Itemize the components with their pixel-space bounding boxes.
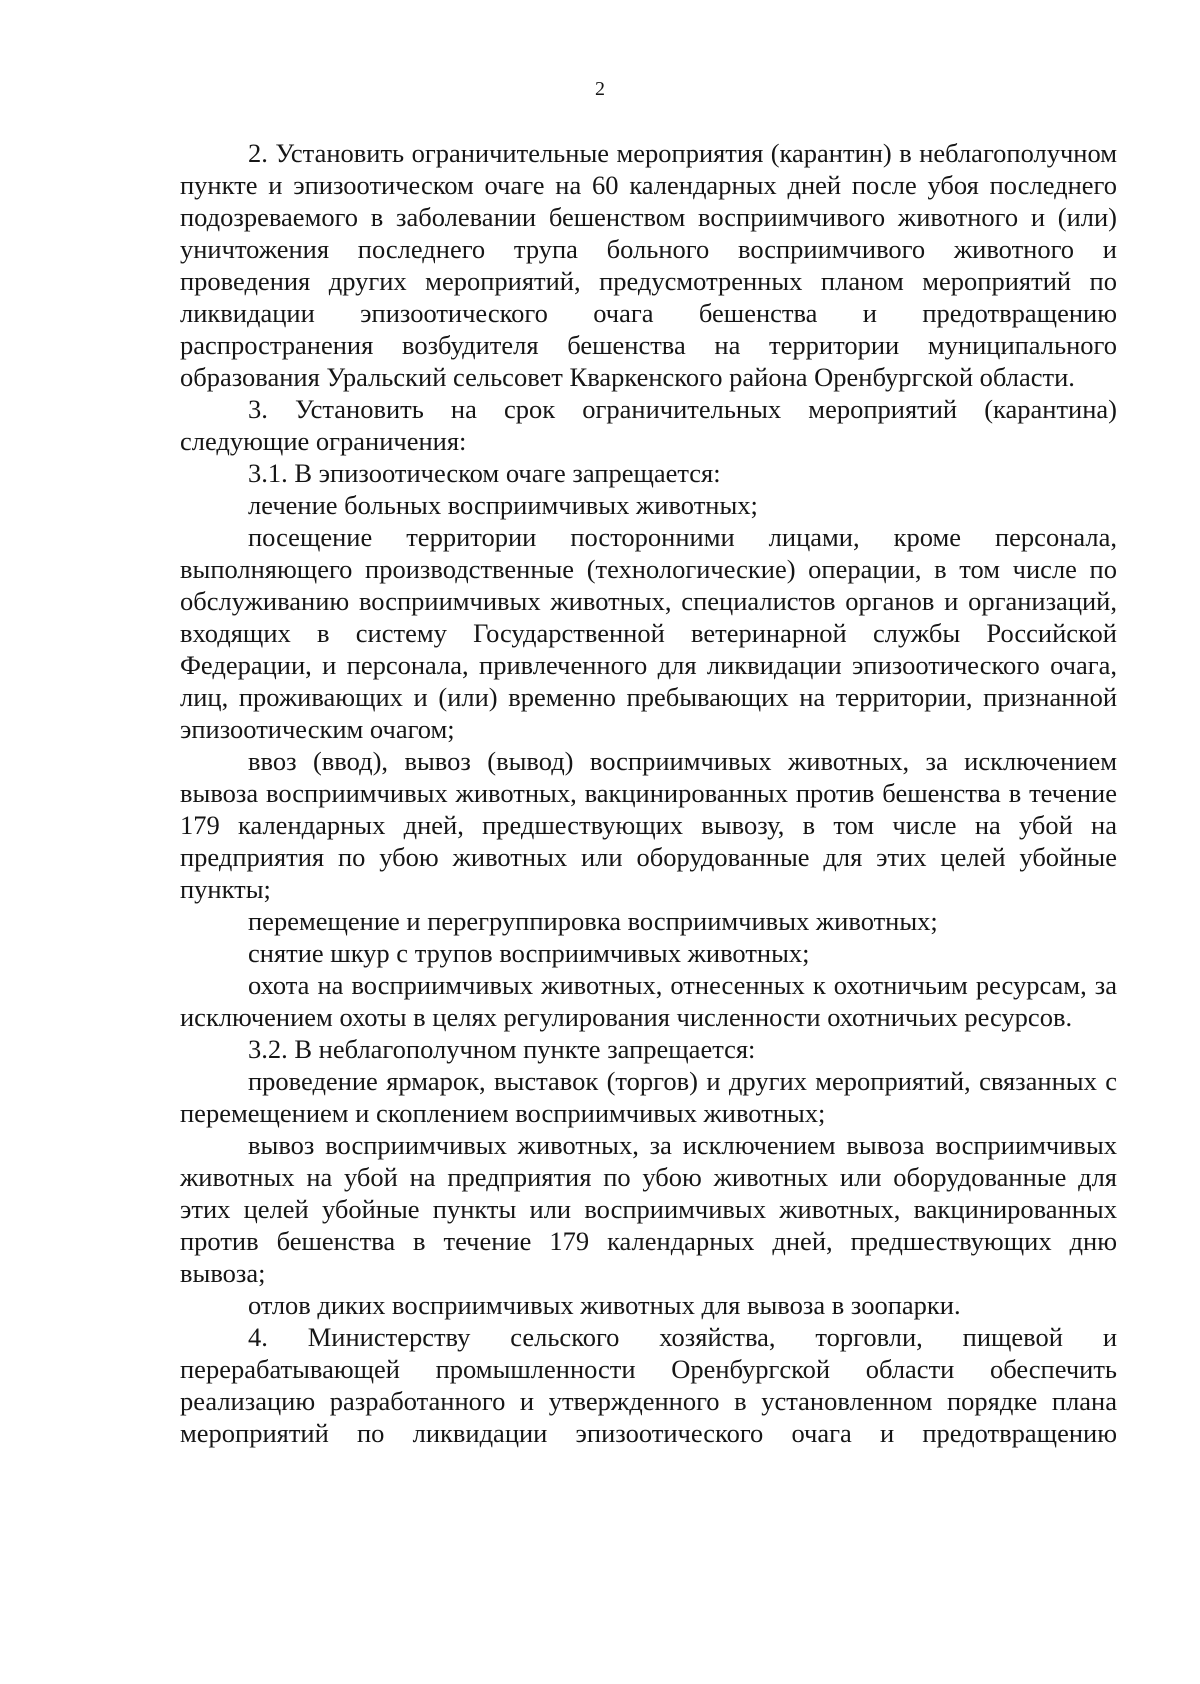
paragraph-point-heading: 3.2. В неблагополучном пункте запрещается: (248, 1034, 756, 1064)
paragraph-point-item-fairs: проведение ярмарок, выставок (торгов) и других мероприятий, связанных с перемещением и скоплением восприимчивых животных; (180, 1066, 1117, 1128)
paragraph-focus-item-movement: перемещение и перегруппировка восприимчивых животных; (248, 906, 938, 936)
document-body (180, 137, 1117, 1449)
paragraph-quarantine-term: 2. Установить ограничительные мероприятия (карантин) в неблагополучном пункте и эпизоотическом очаге на 60 календарных дней после убоя последнего подозреваемого в заболевании бешенством восприимчивого животного и (или) уничтожения последнего трупа больного восприимчивого животного и проведения других мероприятий, предусмотренных планом мероприятий по ликвидации эпизоотического очага бешенства и предотвращению распространения возбудителя бешенства на территории муниципального образования Уральский сельсовет Кваркенского района Оренбургской области. (180, 138, 1117, 392)
paragraph-ministry-duty: 4. Министерству сельского хозяйства, торговли, пищевой и перерабатывающей промышленности Оренбургской области обеспечить реализацию разработанного и утвержденного в установленном порядке плана мероприятий по ликвидации эпизоотического очага и предотвращению (180, 1322, 1117, 1448)
page-number: 2 (595, 78, 605, 100)
paragraph-focus-item-hunting: охота на восприимчивых животных, отнесенных к охотничьим ресурсам, за исключением охоты в целях регулирования численности охотничьих ресурсов. (180, 970, 1117, 1032)
paragraph-focus-heading: 3.1. В эпизоотическом очаге запрещается: (248, 458, 721, 488)
paragraph-restrictions-intro: 3. Установить на срок ограничительных мероприятий (карантина) следующие ограничения: (180, 394, 1117, 456)
paragraph-focus-item-treatment: лечение больных восприимчивых животных; (248, 490, 758, 520)
paragraph-focus-item-skinning: снятие шкур с трупов восприимчивых животных; (248, 938, 810, 968)
paragraph-focus-item-import-export: ввоз (ввод), вывоз (вывод) восприимчивых животных, за исключением вывоза восприимчивых животных, вакцинированных против бешенства в течение 179 календарных дней, предшествующих вывозу, в том числе на убой на предприятия по убою животных или оборудованные для этих целей убойные пункты; (180, 746, 1117, 904)
paragraph-focus-item-visits: посещение территории посторонними лицами, кроме персонала, выполняющего производственные (технологические) операции, в том числе по обслуживанию восприимчивых животных, специалистов органов и организаций, входящих в систему Государственной ветеринарной службы Российской Федерации, и персонала, привлеченного для ликвидации эпизоотического очага, лиц, проживающих и (или) временно пребывающих на территории, признанной эпизоотическим очагом; (180, 522, 1117, 744)
paragraph-point-item-capture: отлов диких восприимчивых животных для вывоза в зоопарки. (248, 1290, 961, 1320)
paragraph-point-item-export: вывоз восприимчивых животных, за исключением вывоза восприимчивых животных на убой на предприятия по убою животных или оборудованные для этих целей убойные пункты или восприимчивых животных, вакцинированных против бешенства в течение 179 календарных дней, предшествующих дню вывоза; (180, 1130, 1117, 1288)
